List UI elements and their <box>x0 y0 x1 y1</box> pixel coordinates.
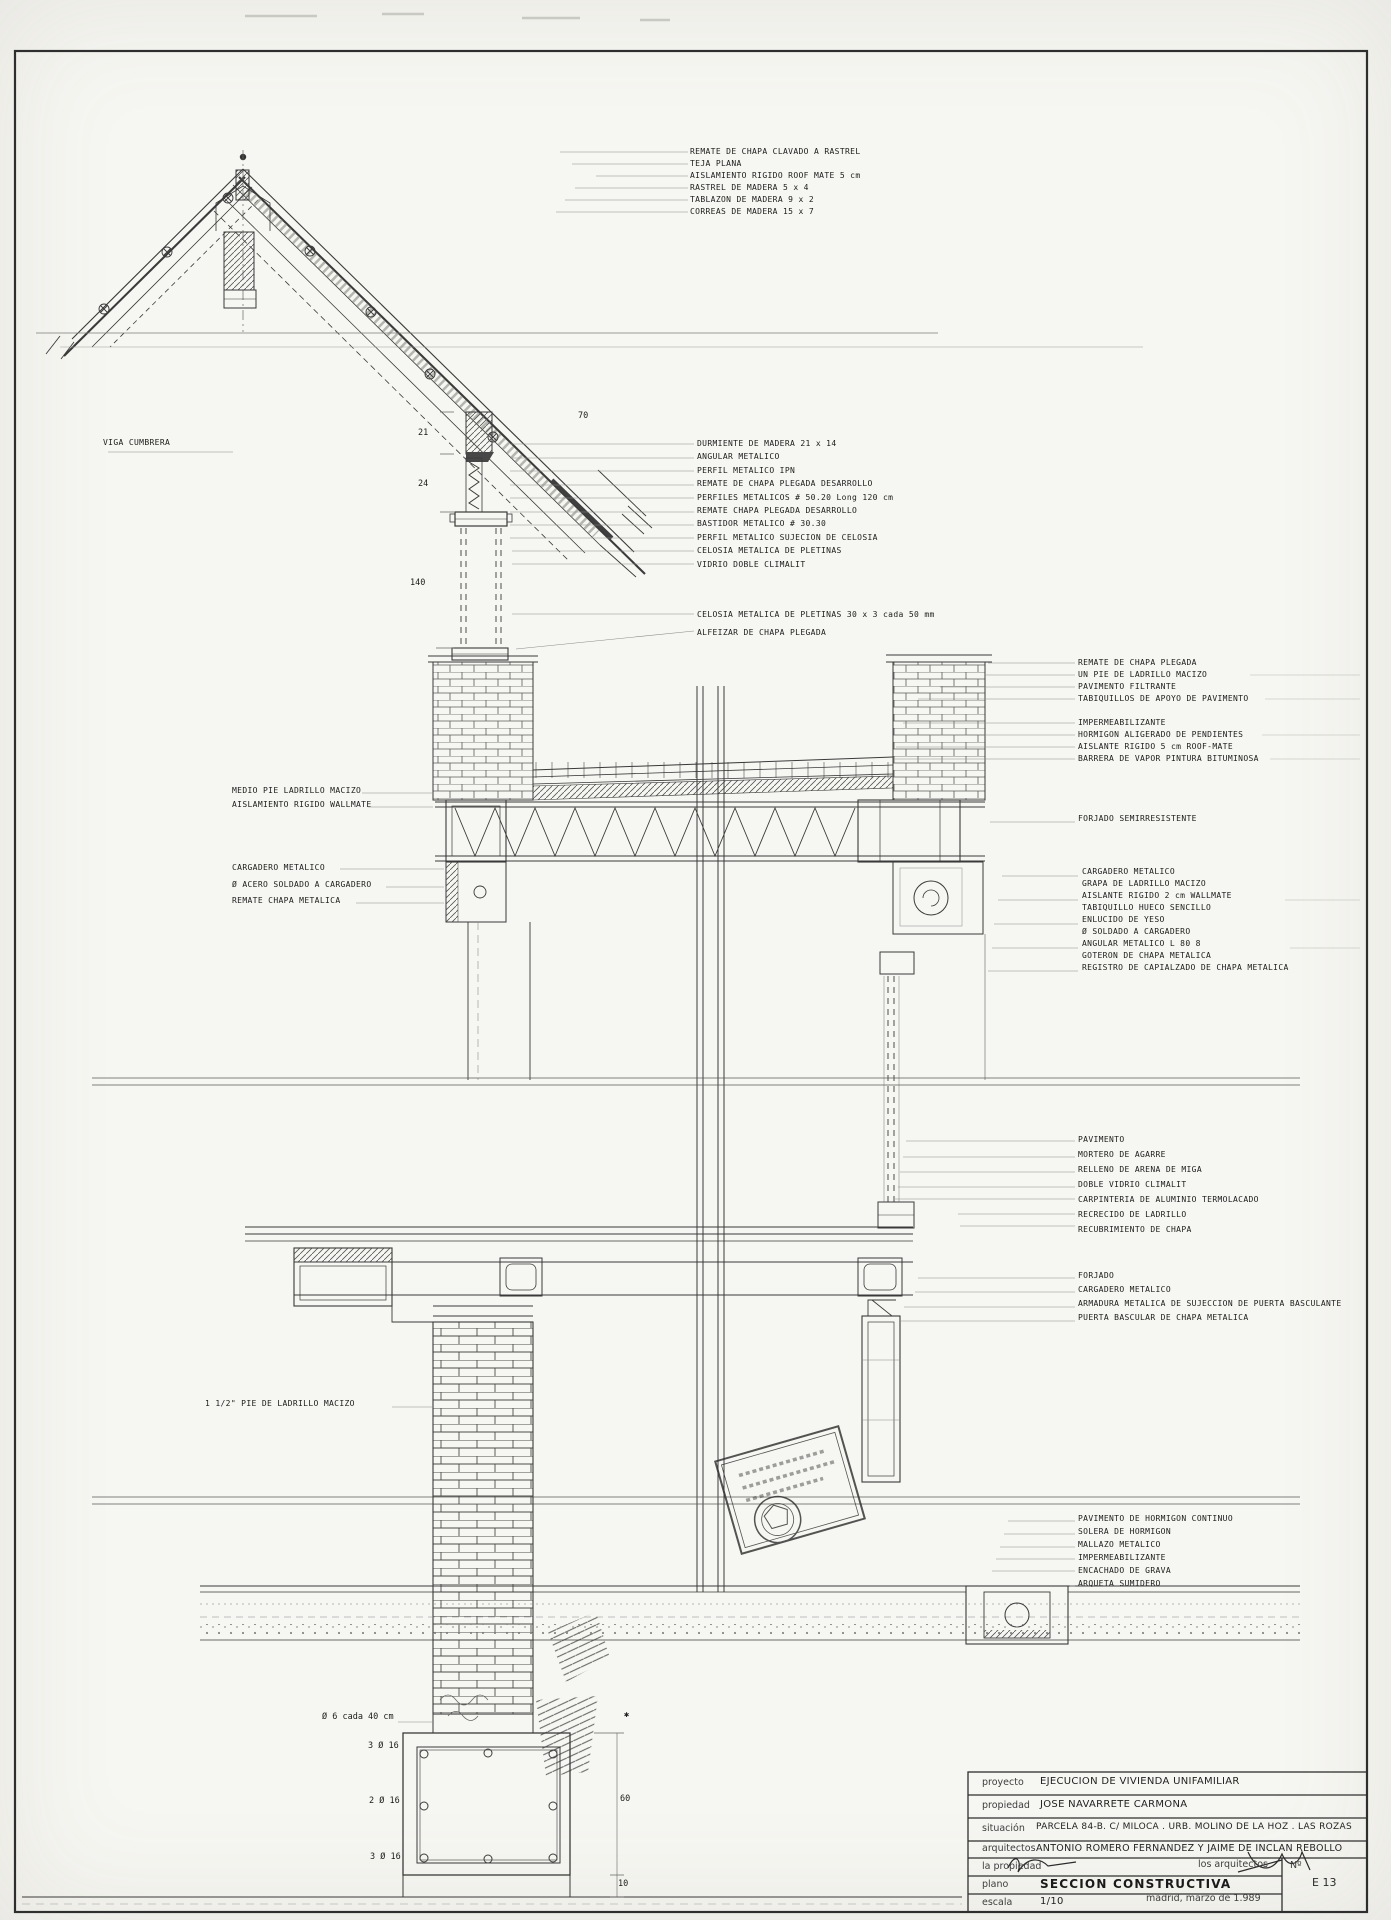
annotation-line: UN PIE DE LADRILLO MACIZO <box>1078 670 1208 679</box>
titleblock-row-label: propiedad <box>982 1800 1030 1811</box>
titleblock-row-label: plano <box>982 1879 1009 1890</box>
dimension-label: 2 Ø 16 <box>369 1796 400 1806</box>
annotation-line: TABIQUILLOS DE APOYO DE PAVIMENTO <box>1078 694 1249 703</box>
architects-names: ANTONIO ROMERO FERNANDEZ Y JAIME DE INCLAN REBOLLO <box>1036 1843 1343 1854</box>
annotation-group-window-mid <box>697 437 893 571</box>
annotation-group-medio-pie <box>232 784 372 812</box>
annotation-line: CELOSIA METALICA DE PLETINAS <box>697 546 842 556</box>
annotation-line: MORTERO DE AGARRE <box>1078 1150 1166 1159</box>
annotation-line: PUERTA BASCULAR DE CHAPA METALICA <box>1078 1313 1249 1322</box>
annotation-line: REMATE CHAPA METALICA <box>232 896 341 905</box>
dimension-label: ✱ <box>624 1710 630 1720</box>
annotation-line: DOBLE VIDRIO CLIMALIT <box>1078 1180 1187 1189</box>
annotation-line: AISLANTE RIGIDO 2 cm WALLMATE <box>1082 891 1232 900</box>
annotation-line: PERFIL METALICO IPN <box>697 465 796 475</box>
annotation-line: ENLUCIDO DE YESO <box>1082 915 1165 924</box>
annotation-group-pie-ladrillo <box>205 1398 355 1410</box>
annotation-line: REMATE DE CHAPA PLEGADA DESARROLLO <box>697 479 873 489</box>
annotation-group-solera <box>1078 1512 1233 1590</box>
annotation-group-celosia <box>697 606 935 641</box>
annotation-line: Ø ACERO SOLDADO A CARGADERO <box>232 879 372 889</box>
annotation-line: CARGADERO METALICO <box>232 863 325 872</box>
dimension-label: 10 <box>618 1879 629 1889</box>
annotation-line: REMATE DE CHAPA CLAVADO A RASTREL <box>690 147 861 156</box>
dimension-label: 140 <box>410 578 426 588</box>
annotation-line: ALFEIZAR DE CHAPA PLEGADA <box>697 627 827 637</box>
annotation-line: RASTREL DE MADERA 5 x 4 <box>690 183 809 192</box>
titleblock-row-label: situación <box>982 1823 1025 1834</box>
annotation-line: AISLAMIENTO RIGIDO WALLMATE <box>232 800 372 809</box>
annotation-line: PAVIMENTO FILTRANTE <box>1078 682 1177 691</box>
annotation-group-pavimento <box>1078 1132 1259 1237</box>
annotation-line: PAVIMENTO <box>1078 1135 1125 1144</box>
annotation-line: RECUBRIMIENTO DE CHAPA <box>1078 1225 1192 1234</box>
dimension-label: 3 Ø 16 <box>368 1741 399 1751</box>
annotation-group-cargadero-left <box>232 860 372 910</box>
dimension-label: Ø 6 cada 40 cm <box>322 1712 394 1722</box>
annotation-line: MEDIO PIE LADRILLO MACIZO <box>232 786 362 795</box>
annotation-line: TABIQUILLO HUECO SENCILLO <box>1082 903 1212 912</box>
sheet-number: E 13 <box>1312 1876 1337 1889</box>
dimension-label: 60 <box>620 1794 631 1804</box>
architects-signature-label: los arquitectos <box>1198 1859 1268 1870</box>
annotation-line: RELLENO DE ARENA DE MIGA <box>1078 1165 1202 1174</box>
annotation-line: ENCACHADO DE GRAVA <box>1078 1566 1171 1575</box>
annotation-line: ANGULAR METALICO L 80 8 <box>1082 939 1201 948</box>
sheet-number-label: Nº <box>1290 1860 1302 1871</box>
annotation-line: VIDRIO DOBLE CLIMALIT <box>697 559 806 569</box>
annotation-line: AISLANTE RIGIDO 5 cm ROOF-MATE <box>1078 742 1233 751</box>
dimension-label: 3 Ø 16 <box>370 1852 401 1862</box>
annotation-group-terrace-layers <box>1078 717 1259 765</box>
annotation-line: CELOSIA METALICA DE PLETINAS 30 x 3 cada 50 mm <box>697 610 935 619</box>
annotation-line: ARMADURA METALICA DE SUJECCION DE PUERTA BASCULANTE <box>1078 1299 1342 1308</box>
annotation-line: CARPINTERIA DE ALUMINIO TERMOLACADO <box>1078 1195 1259 1204</box>
annotation-line: IMPERMEABILIZANTE <box>1078 718 1166 727</box>
titleblock-row-label: escala <box>982 1897 1013 1908</box>
project-title: EJECUCION DE VIVIENDA UNIFAMILIAR <box>1040 1776 1240 1787</box>
owner-name: JOSE NAVARRETE CARMONA <box>1040 1799 1188 1810</box>
annotation-group-roof-top <box>690 146 861 218</box>
annotation-line: GOTERON DE CHAPA METALICA <box>1082 951 1212 960</box>
dimension-label: 70 <box>578 411 589 421</box>
titleblock-row-label: arquitectos <box>982 1843 1036 1854</box>
dimension-label: 24 <box>418 479 429 489</box>
dimension-label: 21 <box>418 428 429 438</box>
annotation-line: IMPERMEABILIZANTE <box>1078 1553 1166 1562</box>
owner-signature-label: la propiedad <box>982 1861 1042 1872</box>
annotation-line: TEJA PLANA <box>690 159 742 168</box>
drawing-date: madrid, marzo de 1.989 <box>1146 1893 1261 1904</box>
annotation-line: CARGADERO METALICO <box>1078 1285 1171 1294</box>
annotation-line: GRAPA DE LADRILLO MACIZO <box>1082 879 1206 888</box>
annotation-line: VIGA CUMBRERA <box>103 438 171 447</box>
annotation-line: REMATE DE CHAPA PLEGADA <box>1078 658 1197 667</box>
annotation-line: ANGULAR METALICO <box>697 452 780 462</box>
annotation-line: MALLAZO METALICO <box>1078 1540 1161 1549</box>
site-address: PARCELA 84-B. C/ MILOCA . URB. MOLINO DE LA HOZ . LAS ROZAS <box>1036 1822 1352 1832</box>
annotation-line: RECRECIDO DE LADRILLO <box>1078 1210 1187 1219</box>
annotation-line: PERFILES METALICOS # 50.20 Long 120 cm <box>697 492 894 502</box>
annotation-line: TABLAZON DE MADERA 9 x 2 <box>690 195 814 204</box>
annotation-line: FORJADO <box>1078 1271 1115 1280</box>
annotation-line: AISLAMIENTO RIGIDO ROOF MATE 5 cm <box>690 171 861 180</box>
annotation-line: Ø SOLDADO A CARGADERO <box>1082 927 1191 936</box>
annotation-line: DURMIENTE DE MADERA 21 x 14 <box>697 439 837 448</box>
annotation-group-parapet-right <box>1078 657 1249 705</box>
annotation-line: ARQUETA SUMIDERO <box>1078 1579 1161 1588</box>
annotation-line: REGISTRO DE CAPIALZADO DE CHAPA METALICA <box>1082 963 1289 972</box>
annotation-line: PAVIMENTO DE HORMIGON CONTINUO <box>1078 1514 1233 1523</box>
drawing-scale: 1/10 <box>1040 1896 1064 1907</box>
annotation-group-forjado-garage <box>1078 1269 1342 1325</box>
titleblock-row-label: proyecto <box>982 1777 1024 1788</box>
annotation-line: REMATE CHAPA PLEGADA DESARROLLO <box>697 505 858 515</box>
annotation-group-forjado-semi <box>1078 813 1197 825</box>
drawing-title: SECCION CONSTRUCTIVA <box>1040 1877 1232 1891</box>
annotation-group-cargadero-right <box>1082 866 1289 974</box>
annotation-line: PERFIL METALICO SUJECION DE CELOSIA <box>697 532 878 542</box>
annotation-line: BASTIDOR METALICO # 30.30 <box>697 519 827 529</box>
annotation-line: SOLERA DE HORMIGON <box>1078 1527 1171 1536</box>
annotation-line: CARGADERO METALICO <box>1082 867 1175 876</box>
annotation-line: 1 1/2" PIE DE LADRILLO MACIZO <box>205 1399 355 1408</box>
annotation-line: HORMIGON ALIGERADO DE PENDIENTES <box>1078 730 1244 739</box>
annotation-line: FORJADO SEMIRRESISTENTE <box>1078 814 1197 823</box>
annotation-group-viga-cumbrera <box>103 437 170 449</box>
annotation-line: BARRERA DE VAPOR PINTURA BITUMINOSA <box>1078 754 1259 763</box>
annotation-line: CORREAS DE MADERA 15 x 7 <box>690 207 814 216</box>
